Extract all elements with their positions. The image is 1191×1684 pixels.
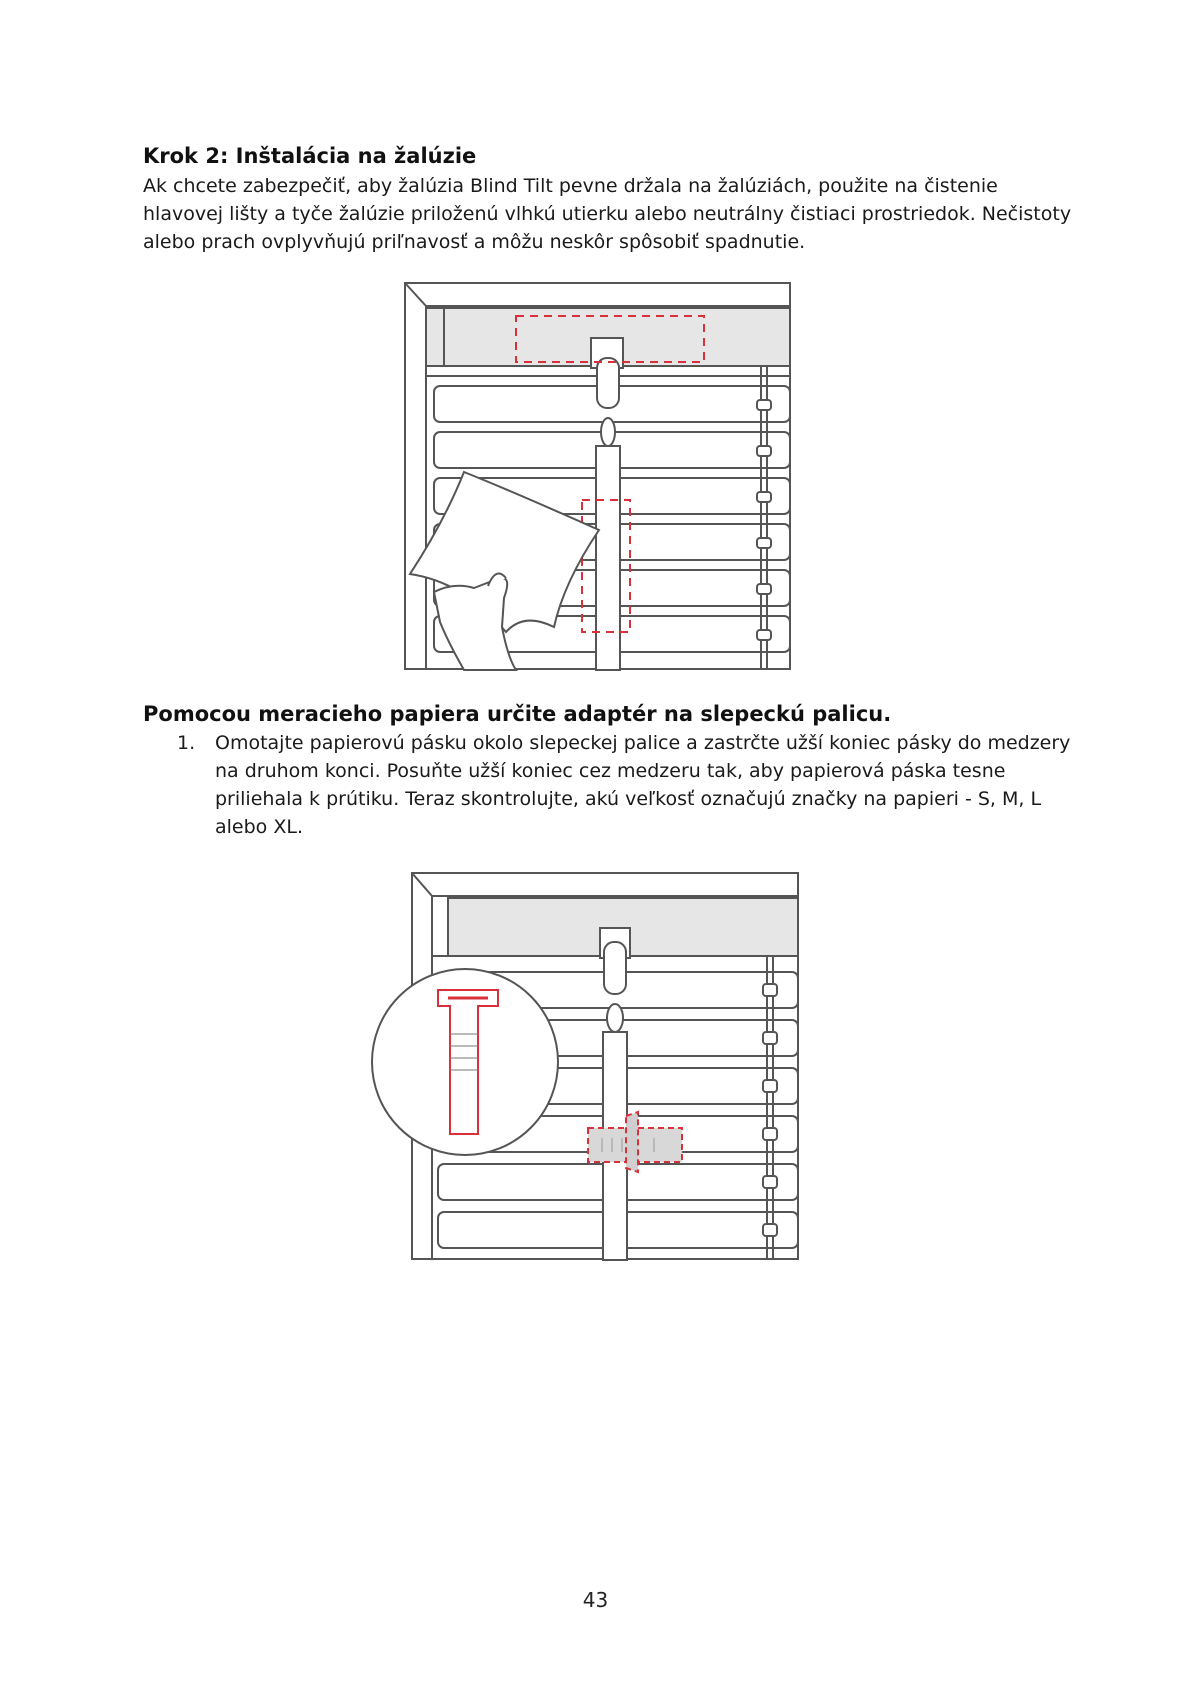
list-item-number: 1. (177, 732, 196, 754)
section-title: Pomocou meracieho papiera určite adaptér na slepeckú palicu. (143, 702, 892, 726)
measuring-paper-illustration (370, 872, 800, 1262)
blind-tilt-device (604, 942, 626, 994)
section-title: Krok 2: Inštalácia na žalúzie (143, 144, 477, 168)
page-number: 43 (582, 1588, 609, 1612)
list-item-text: Omotajte papierovú pásku okolo slepeckej palice a zastrčte užší koniec pásky do medzery na druhom konci. Posuňte užší koniec cez medzeru tak, aby papierová páska tesne priliehala k prútiku. Teraz skontrolujte, akú veľkosť označujú značky na papieri - S, M, L alebo XL. (215, 732, 1071, 838)
instruction-list (143, 729, 1083, 841)
cleaning-blind-illustration (404, 282, 791, 670)
tilt-wand (596, 446, 620, 670)
list-item (143, 729, 1083, 841)
section-paragraph: Ak chcete zabezpečiť, aby žalúzia Blind Tilt pevne držala na žalúziách, použite na čistenie hlavovej lišty a tyče žalúzie priloženú vlhkú utierku alebo neutrálny čistiaci prostriedok. Nečistoty alebo prach ovplyvňujú priľnavosť a môžu neskôr spôsobiť spadnutie. (143, 175, 1072, 253)
blind-tilt-device (597, 358, 619, 408)
zoom-circle (372, 969, 558, 1155)
